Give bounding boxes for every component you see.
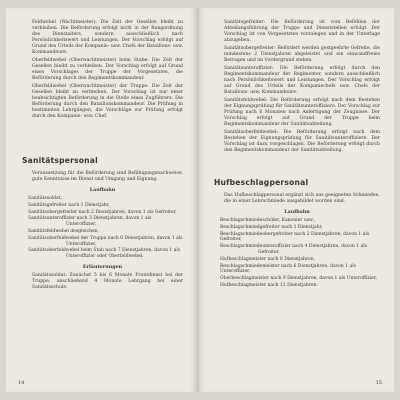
rank-text: Hufbeschlagmeister nach 8 Dienstjahren, (220, 256, 316, 262)
list-item (214, 283, 380, 289)
list-item (214, 244, 380, 256)
list-item (214, 276, 380, 282)
section-intro: Das Hufbeschlagpersonal ergänzt sich aus geeigneten Schmieden, die in einer Lehrschmiede ausgebildet worden sind. (224, 193, 380, 204)
rank-text: Sanitätsfeldwebel desgleichen, (28, 228, 99, 234)
paragraph: Sanitätsgefreiter: Die Beförderung ist vom Befehlen der Abteilungsführung der Truppe und Dienststellen erfolgt. Der Vorschlag ist von Vorgesetzten vorzulegen und in der Unterlage abzugeben. (224, 20, 380, 43)
rank-note: Gefreiter, (258, 249, 280, 255)
rank-text: Beschlagschmiedeunteroffizier nach 4 Dienstjahren, davon 1 als (220, 244, 368, 250)
rank-text: Sanitätsobergefreiter nach 2 Dienstjahren, davon 1 als Gefreiter, (28, 209, 177, 215)
rank-note: Unteroffizier, (66, 222, 97, 228)
paragraph: Sanitätsoberfeldwebel: Die Beförderung erfolgt nach dem Bestehen der Eignungsprüfung für Sanitätsunteroffiziere. Der Vorschlag ist dazu vorgeschlagen. Die Beförderung erfolgt durch den Regimentskommandeur der Sanitätsabteilung. (224, 130, 380, 153)
rank-note: Unteroffizier oder Oberfeldwebel. (66, 254, 144, 260)
list-item (22, 196, 183, 202)
subheading-erlaeuterungen: Erläuterungen (82, 263, 123, 270)
section-title: Sanitätspersonal (22, 156, 98, 165)
paragraph: Sanitätssoldat: Zunächst 5 bis 6 Monate Frontdienst bei der Truppe, anschließend 4 Monate Lehrgang bei einer Sanitätsschule. (32, 272, 183, 290)
paragraph: Oberfeldwebel (Oberwachtmeister) beim Stabe: Die Zeit der Gesellen bleibt zu verbleiben. Der Vorschlag erfolgt auf Grund eines Vorschlages der Truppe der Vorgesetzten, die Beförderung durch den Regimentskommandeur. (32, 58, 183, 81)
rank-text: Oberbeschlagmeister nach 9 Dienstjahren, davon 1 als Unteroffizier, (220, 276, 377, 282)
laufbahn-list (214, 218, 380, 289)
left-page (6, 8, 198, 392)
list-item (214, 264, 380, 276)
paragraph: Sanitätsobergefreiter: Befördert werden gestgeehrte Gefreite, die mindestens 2 Dienstjahren abgeleistet und ein einwandfreies Betragen und im Vordergrund stehen. (224, 46, 380, 63)
paragraph: Sanitätsfeldwebel: Die Beförderung erfolgt nach dem Bestehen der Eignungsprüfung für Sanitätsunteroffiziere. Der Vorschlag zur Prüfung nach 6 Monaten nach Anfertigung der Zeugnisse. Der Vorschlag erfolgt auf Grund der Truppe beim Regimentskommandeur der Sanitätsabteilung. (224, 98, 380, 127)
rank-text: Beschlagschmiedeschüler, Kanonier usw., (220, 218, 316, 223)
list-item (22, 203, 183, 209)
section-intro: Voraussetzung für die Beförderung sind Befähigungsnachweise, gute Kenntnisse im Dienst und Umgang und Eignung. (32, 171, 183, 182)
list-item (22, 229, 183, 235)
paragraph: Sanitätsunteroffizier: Die Beförderung erfolgt durch den Regimentskommandeur der Regimenter, sondern ausschließlich nach Persönlichkeitswert und Leistungen. Der Vorschlag erfolgt auf Grund des Urteils der Kompaniechefs usw. Chefs der Bataillons- usw. Kommandeure. (224, 66, 380, 95)
rank-text: Sanitätsoberfeldwebel der Truppe nach 8 Dienstjahren, davon 1 als (28, 235, 183, 241)
list-item (22, 236, 183, 248)
list-item (22, 216, 183, 228)
rank-text: Beschlagschmiedeobergefreiter nach 2 Dienstjahren, davon 1 als Gefreiter, (220, 231, 370, 243)
rank-text: Sanitätsgefreiter nach 1 Dienstjahr, (28, 202, 110, 208)
subheading-laufbahn: Laufbahn (89, 187, 116, 193)
rank-note: Unteroffizier, (66, 241, 97, 247)
list-item (22, 210, 183, 216)
rank-text: Hufbeschlagmeister nach 12 Dienstjahren. (220, 282, 318, 288)
list-item (214, 232, 380, 244)
list-item (22, 248, 183, 260)
page-number: 14 (18, 380, 25, 386)
list-item (214, 257, 380, 263)
page-number: 15 (375, 380, 382, 386)
laufbahn-list (22, 196, 183, 260)
rank-text: Beschlagschmiedgefreiter nach 1 Dienstjahr, (220, 224, 323, 230)
list-item (214, 225, 380, 231)
subheading-laufbahn: Laufbahn (284, 209, 310, 215)
rank-text: Beschlagschmiedemeister nach 6 Dienstjahren, davon 1 als Unteroffizier, (220, 263, 356, 275)
rank-text: Sanitätssoldat, (28, 196, 62, 201)
section-title: Hufbeschlagpersonal (214, 178, 309, 187)
right-page (198, 8, 394, 392)
list-item (214, 218, 380, 224)
rank-text: Sanitätsunteroffizier nach 3 Dienstjahren, davon 1 als (28, 216, 152, 222)
rank-text: Sanitätsoberfeldwebel beim Stab nach 7 Dienstjahren, davon 1 als (28, 248, 181, 254)
paragraph: Oberfeldwebel (Oberwachtmeister) der Truppe: Die Zeit der Gesellen bleibt zu verbleiben. Der Vorschlag ist nur einer beabsichtigten Beförderung in die Stelle eines Zugführers. Die Beförderung durch den Bataillonskommandeur. Die Prüfung in bestimmten Lehrgängen, die Vorschläge zur Prüfung erfolgt durch den Kompanie- usw. Chef. (32, 84, 183, 119)
paragraph: Feldwebel (Wachtmeister): Die Zeit der Gesellen bleibt zu verbleiben. Die Beförderung erfolgt nicht in der Rangordnung des Dienstalters, sondern ausschließlich nach Persönlichkeitswert und Leistungen. Der Vorschlag erfolgt auf Grund des Urteils der Kompanie- usw. Chefs der Bataillons- usw. Kommandeure. (32, 20, 183, 55)
